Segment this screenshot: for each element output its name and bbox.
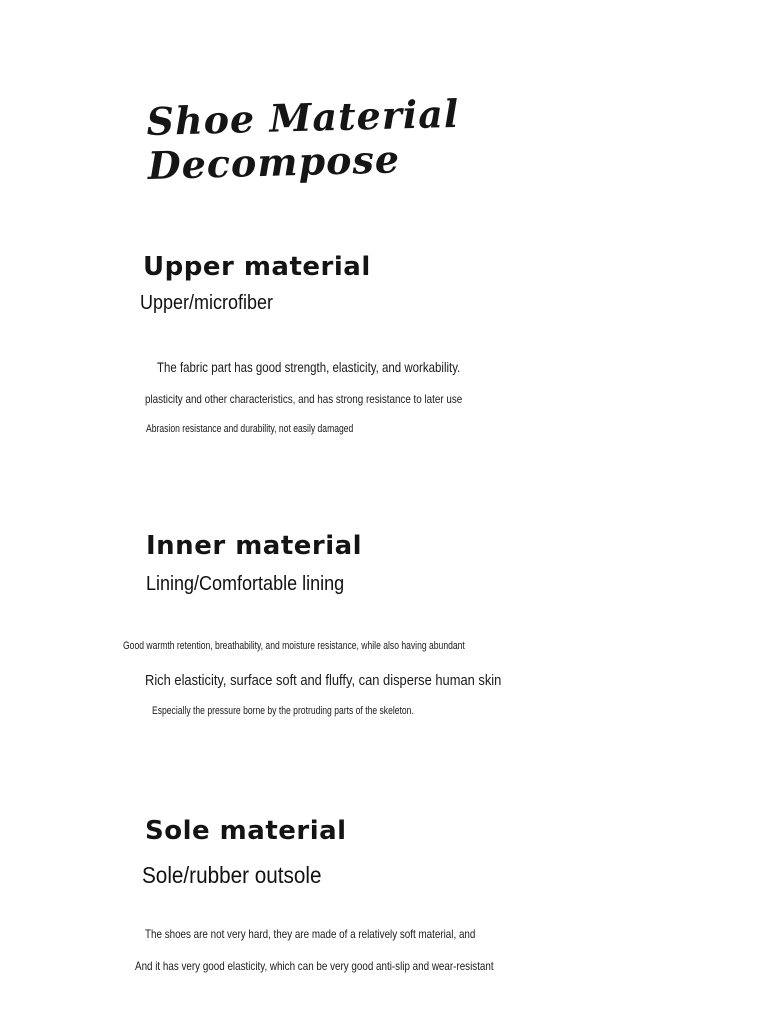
section-line: Especially the pressure borne by the protruding parts of the skeleton. — [152, 705, 414, 717]
section-heading: Upper material — [143, 252, 371, 282]
section-line: Abrasion resistance and durability, not easily damaged — [146, 423, 354, 435]
page-title-line-2: Decompose — [147, 136, 401, 188]
section-line: The shoes are not very hard, they are made of a relatively soft material, and — [145, 927, 476, 941]
section-subheading: Lining/Comfortable lining — [146, 573, 345, 595]
section-line: And it has very good elasticity, which can be very good anti-slip and wear-resistant — [135, 959, 494, 973]
section-line: Good warmth retention, breathability, and moisture resistance, while also having abundant — [123, 640, 465, 652]
section-subheading: Upper/microfiber — [140, 292, 274, 314]
section-line: The fabric part has good strength, elasticity, and workability. — [157, 359, 461, 375]
section-subheading: Sole/rubber outsole — [142, 862, 322, 888]
section-line: plasticity and other characteristics, and has strong resistance to later use — [145, 392, 463, 406]
page-title-line-1: Shoe Material — [145, 90, 460, 144]
section-heading: Sole material — [145, 816, 347, 846]
page-title — [146, 92, 461, 188]
section-line: Rich elasticity, surface soft and fluffy, can disperse human skin — [145, 672, 502, 689]
section-heading: Inner material — [146, 531, 363, 561]
